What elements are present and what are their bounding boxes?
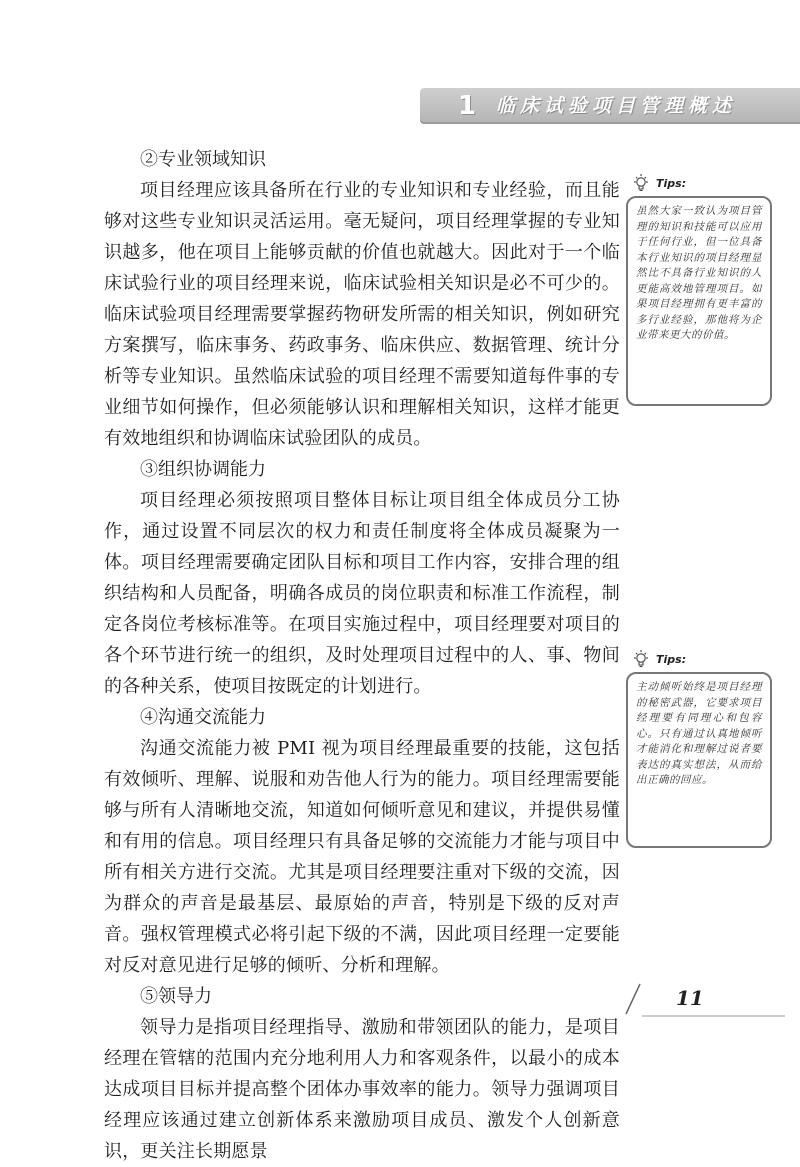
page-number-decoration <box>620 980 790 1020</box>
section-paragraph: 项目经理必须按照项目整体目标让项目组全体成员分工协作，通过设置不同层次的权力和责任制度将全体成员凝聚为一体。项目经理需要确定团队目标和项目工作内容，安排合理的组织结构和人员配备，明确各成员的岗位职责和标准工作流程，制定各岗位考核标准等。在项目实施过程中，项目经理要对项目的各个环节进行统一的组织，及时处理项目过程中的人、事、物间的各种关系，使项目按既定的计划进行。 <box>104 490 620 697</box>
page-number: 11 <box>676 986 704 1010</box>
tips-box: 虽然大家一致认为项目管理的知识和技能可以应用于任何行业，但一位具备本行业知识的项目经理显然比不具备行业知识的人更能高效地管理项目。如果项目经理拥有更丰富的多行业经验，那他将为企业带来更大的价值。 <box>626 196 772 406</box>
section-heading: ③组织协调能力 <box>140 459 266 480</box>
tips-label <box>630 648 686 670</box>
lightbulb-icon <box>630 648 652 670</box>
section-paragraph: 项目经理应该具备所在行业的专业知识和专业经验，而且能够对这些专业知识灵活运用。毫无疑问，项目经理掌握的专业知识越多，他在项目上能够贡献的价值也就越大。因此对于一个临床试验行业的项目经理来说，临床试验相关知识是必不可少的。临床试验项目经理需要掌握药物研发所需的相关知识，例如研究方案撰写，临床事务、药政事务、临床供应、数据管理、统计分析等专业知识。虽然临床试验的项目经理不需要知道每件事的专业细节如何操作，但必须能够认识和理解相关知识，这样才能更有效地组织和协调临床试验团队的成员。 <box>104 180 620 449</box>
chapter-number: 1 <box>458 91 477 121</box>
tips-label-text: Tips: <box>656 652 687 666</box>
chapter-title: 临床试验项目管理概述 <box>496 95 737 117</box>
chapter-header-bar <box>420 88 800 124</box>
section-heading: ④沟通交流能力 <box>140 707 266 728</box>
lightbulb-icon <box>630 172 652 194</box>
section-heading: ⑤领导力 <box>140 986 212 1007</box>
main-text <box>104 144 620 1167</box>
tips-box: 主动倾听始终是项目经理的秘密武器，它要求项目经理要有同理心和包容心。只有通过认真地倾听才能消化和理解过说者要表达的真实想法，从而给出正确的回应。 <box>626 672 772 848</box>
tips-label-text: Tips: <box>656 176 687 190</box>
section-heading: ②专业领域知识 <box>140 149 266 170</box>
section-paragraph: 沟通交流能力被 PMI 视为项目经理最重要的技能，这包括有效倾听、理解、说服和劝告他人行为的能力。项目经理需要能够与所有人清晰地交流，知道如何倾听意见和建议，并提供易懂和有用的信息。项目经理只有具备足够的交流能力才能与项目中所有相关方进行交流。尤其是项目经理要注重对下级的交流，因为群众的声音是最基层、最原始的声音，特别是下级的反对声音。强权管理模式必将引起下级的不满，因此项目经理一定要能对反对意见进行足够的倾听、分析和理解。 <box>104 738 620 976</box>
tips-label <box>630 172 686 194</box>
section-paragraph: 领导力是指项目经理指导、激励和带领团队的能力，是项目经理在管辖的范围内充分地利用人力和客观条件，以最小的成本达成项目目标并提高整个团体办事效率的能力。领导力强调项目经理应该通过建立创新体系来激励项目成员、激发个人创新意识，更关注长期愿景 <box>104 1017 620 1162</box>
